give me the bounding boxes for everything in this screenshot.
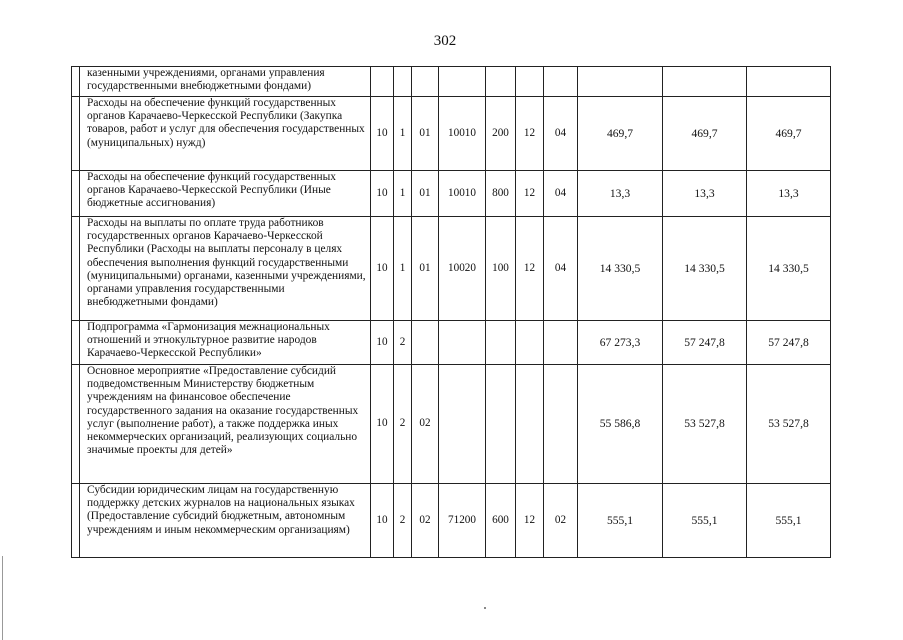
code-expense-type [486, 67, 516, 97]
amount-year-1: 67 273,3 [578, 321, 663, 365]
code-division: 12 [516, 97, 544, 171]
amount-year-2: 13,3 [663, 171, 747, 217]
code-section: 10 [371, 171, 394, 217]
code-division [516, 321, 544, 365]
code-expense-type: 100 [486, 217, 516, 321]
amount-year-3: 57 247,8 [747, 321, 831, 365]
row-description: Субсидии юридическим лицам на государственную поддержку детских журналов на национальных языках (Предоставление субсидий бюджетным, автономным учреждениям и иным некоммерческим организациям) [80, 484, 371, 558]
code-direction [439, 321, 486, 365]
code-subprogram: 2 [394, 321, 412, 365]
table-row [72, 171, 831, 217]
code-section: 10 [371, 217, 394, 321]
amount-year-2: 555,1 [663, 484, 747, 558]
row-gutter-cell [72, 67, 80, 97]
row-gutter-cell [72, 217, 80, 321]
amount-year-3: 555,1 [747, 484, 831, 558]
code-event: 02 [412, 365, 439, 484]
code-subprogram: 1 [394, 171, 412, 217]
code-event [412, 321, 439, 365]
code-subprogram: 2 [394, 365, 412, 484]
code-expense-type: 200 [486, 97, 516, 171]
row-gutter-cell [72, 321, 80, 365]
row-description: Расходы на выплаты по оплате труда работников государственных органов Карачаево-Черкесской Республики (Расходы на выплаты персоналу в целях обеспечения выполнения функций государственными (муниципальными) органами, казенными учреждениями, органами управления государственными внебюджетными фондами) [80, 217, 371, 321]
code-division [516, 67, 544, 97]
amount-year-3: 469,7 [747, 97, 831, 171]
code-expense-type: 800 [486, 171, 516, 217]
code-direction: 10010 [439, 171, 486, 217]
row-description: казенными учреждениями, органами управления государственными внебюджетными фондами) [80, 67, 371, 97]
row-gutter-cell [72, 171, 80, 217]
code-subprogram: 2 [394, 484, 412, 558]
code-division: 12 [516, 484, 544, 558]
code-expense-type: 600 [486, 484, 516, 558]
code-expense-type [486, 321, 516, 365]
code-subdivision: 02 [544, 484, 578, 558]
amount-year-3: 14 330,5 [747, 217, 831, 321]
code-section: 10 [371, 97, 394, 171]
row-description: Расходы на обеспечение функций государственных органов Карачаево-Черкесской Республики (Закупка товаров, работ и услуг для обеспечения государственных (муниципальных) нужд) [80, 97, 371, 171]
amount-year-3: 13,3 [747, 171, 831, 217]
amount-year-2: 14 330,5 [663, 217, 747, 321]
amount-year-2: 57 247,8 [663, 321, 747, 365]
code-direction: 71200 [439, 484, 486, 558]
table-row [72, 365, 831, 484]
row-description: Расходы на обеспечение функций государственных органов Карачаево-Черкесской Республики (Иные бюджетные ассигнования) [80, 171, 371, 217]
code-division: 12 [516, 217, 544, 321]
code-subdivision: 04 [544, 217, 578, 321]
code-event: 01 [412, 97, 439, 171]
scan-margin-line [2, 556, 3, 640]
code-direction [439, 365, 486, 484]
amount-year-1: 555,1 [578, 484, 663, 558]
page-number: 302 [433, 33, 457, 49]
amount-year-1: 469,7 [578, 97, 663, 171]
budget-table [71, 66, 831, 558]
code-direction: 10020 [439, 217, 486, 321]
amount-year-2: 469,7 [663, 97, 747, 171]
code-subprogram [394, 67, 412, 97]
row-gutter-cell [72, 365, 80, 484]
code-section: 10 [371, 484, 394, 558]
amount-year-1: 55 586,8 [578, 365, 663, 484]
amount-year-1: 14 330,5 [578, 217, 663, 321]
code-event: 01 [412, 171, 439, 217]
code-division: 12 [516, 171, 544, 217]
amount-year-3: 53 527,8 [747, 365, 831, 484]
scan-speck [484, 607, 486, 609]
row-description: Основное мероприятие «Предоставление субсидий подведомственным Министерству бюджетным учреждениям на финансовое обеспечение государственного задания на оказание государственных услуг (выполнение работ), а также поддержка иных некоммерческих организаций, реализующих социально значимые проекты для детей» [80, 365, 371, 484]
code-subprogram: 1 [394, 217, 412, 321]
amount-year-2: 53 527,8 [663, 365, 747, 484]
code-direction: 10010 [439, 97, 486, 171]
code-section: 10 [371, 321, 394, 365]
code-section [371, 67, 394, 97]
amount-year-1 [578, 67, 663, 97]
code-event [412, 67, 439, 97]
code-subdivision: 04 [544, 97, 578, 171]
code-event: 02 [412, 484, 439, 558]
row-gutter-cell [72, 484, 80, 558]
table-row [72, 97, 831, 171]
code-subdivision: 04 [544, 171, 578, 217]
table-row [72, 321, 831, 365]
amount-year-1: 13,3 [578, 171, 663, 217]
code-event: 01 [412, 217, 439, 321]
code-direction [439, 67, 486, 97]
row-gutter-cell [72, 97, 80, 171]
code-subdivision [544, 67, 578, 97]
code-section: 10 [371, 365, 394, 484]
amount-year-3 [747, 67, 831, 97]
table-row [72, 484, 831, 558]
code-expense-type [486, 365, 516, 484]
code-division [516, 365, 544, 484]
code-subdivision [544, 321, 578, 365]
code-subdivision [544, 365, 578, 484]
table-row [72, 217, 831, 321]
row-description: Подпрограмма «Гармонизация межнациональных отношений и этнокультурное развитие народов Карачаево-Черкесской Республики» [80, 321, 371, 365]
code-subprogram: 1 [394, 97, 412, 171]
table-row [72, 67, 831, 97]
amount-year-2 [663, 67, 747, 97]
